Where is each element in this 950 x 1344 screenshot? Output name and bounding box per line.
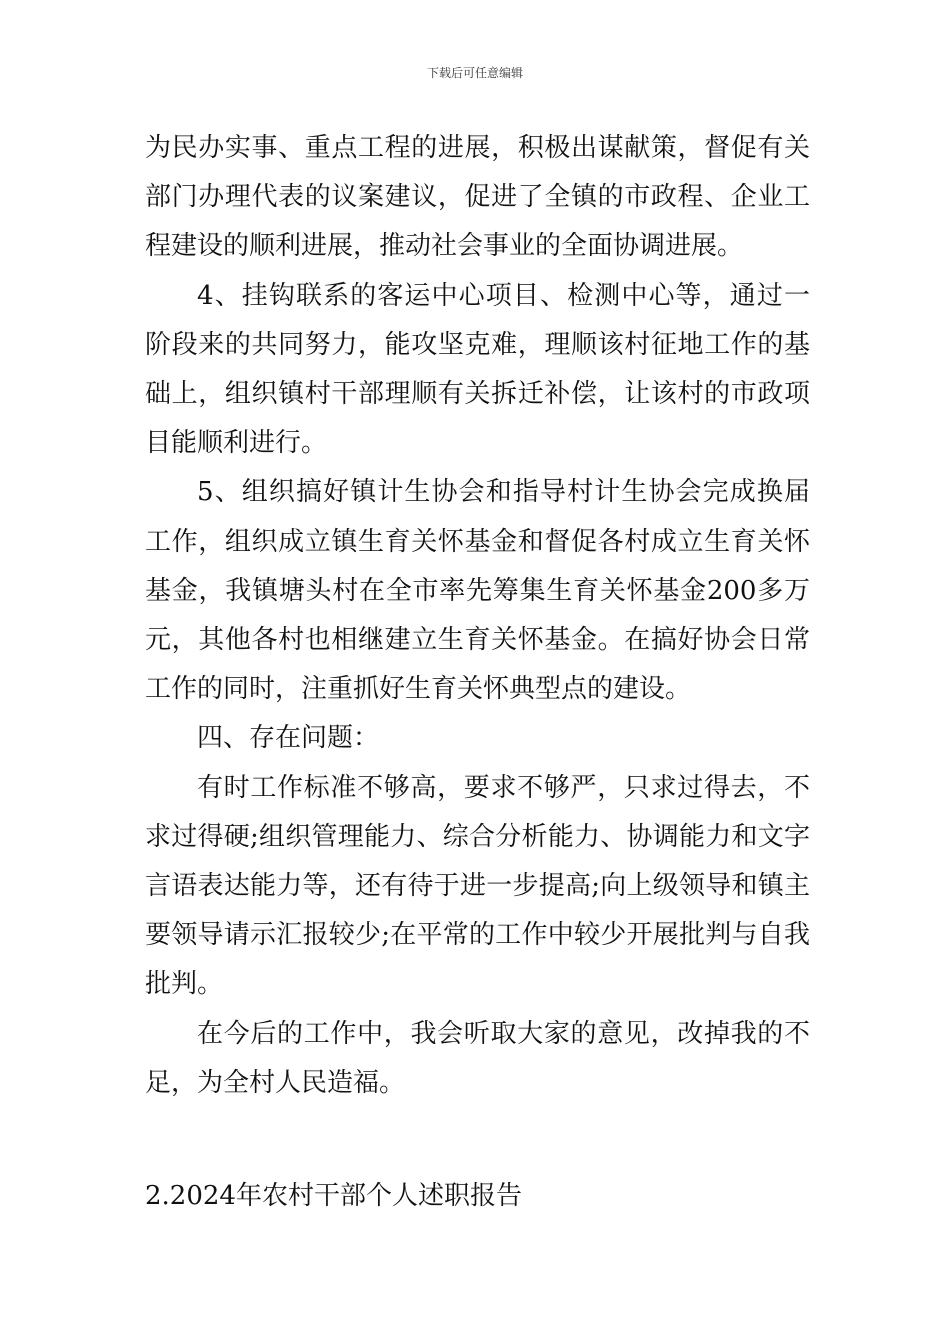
page-header: 下载后可任意编辑 <box>426 66 523 80</box>
paragraph-heading-problems: 四、存在问题： <box>197 723 380 754</box>
paragraph-6: 在今后的工作中，我会听取大家的意见，改掉我的不足，为全村人民造福。 <box>145 1018 810 1098</box>
paragraph-5: 有时工作标准不够高，要求不够严，只求过得去，不求过得硬;组织管理能力、综合分析能力、协调能力和文字言语表达能力等，还有待于进一步提高;向上级领导和镇主要领导请示汇报较少;在平常的工作中较少开展批判与自我批判。 <box>145 772 810 1000</box>
paragraph-1: 为民办实事、重点工程的进展，积极出谋献策，督促有关部门办理代表的议案建议，促进了全镇的市政程、企业工程建设的顺利进展，推动社会事业的全面协调进展。 <box>145 133 810 262</box>
paragraph-2: 4、挂钩联系的客运中心项目、检测中心等，通过一阶段来的共同努力，能攻坚克难，理顺该村征地工作的基础上，组织镇村干部理顺有关拆迁补偿，让该村的市政项目能顺利进行。 <box>145 280 810 459</box>
section-title: 2.2024年农村干部个人述职报告 <box>145 1181 522 1211</box>
paragraph-3: 5、组织搞好镇计生协会和指导村计生协会完成换届工作，组织成立镇生育关怀基金和督促各村成立生育关怀基金，我镇塘头村在全市率先筹集生育关怀基金200多万元，其他各村也相继建立生育关怀基金。在搞好协会日常工作的同时，注重抓好生育关怀典型点的建设。 <box>145 477 810 705</box>
document-body <box>145 124 810 1108</box>
